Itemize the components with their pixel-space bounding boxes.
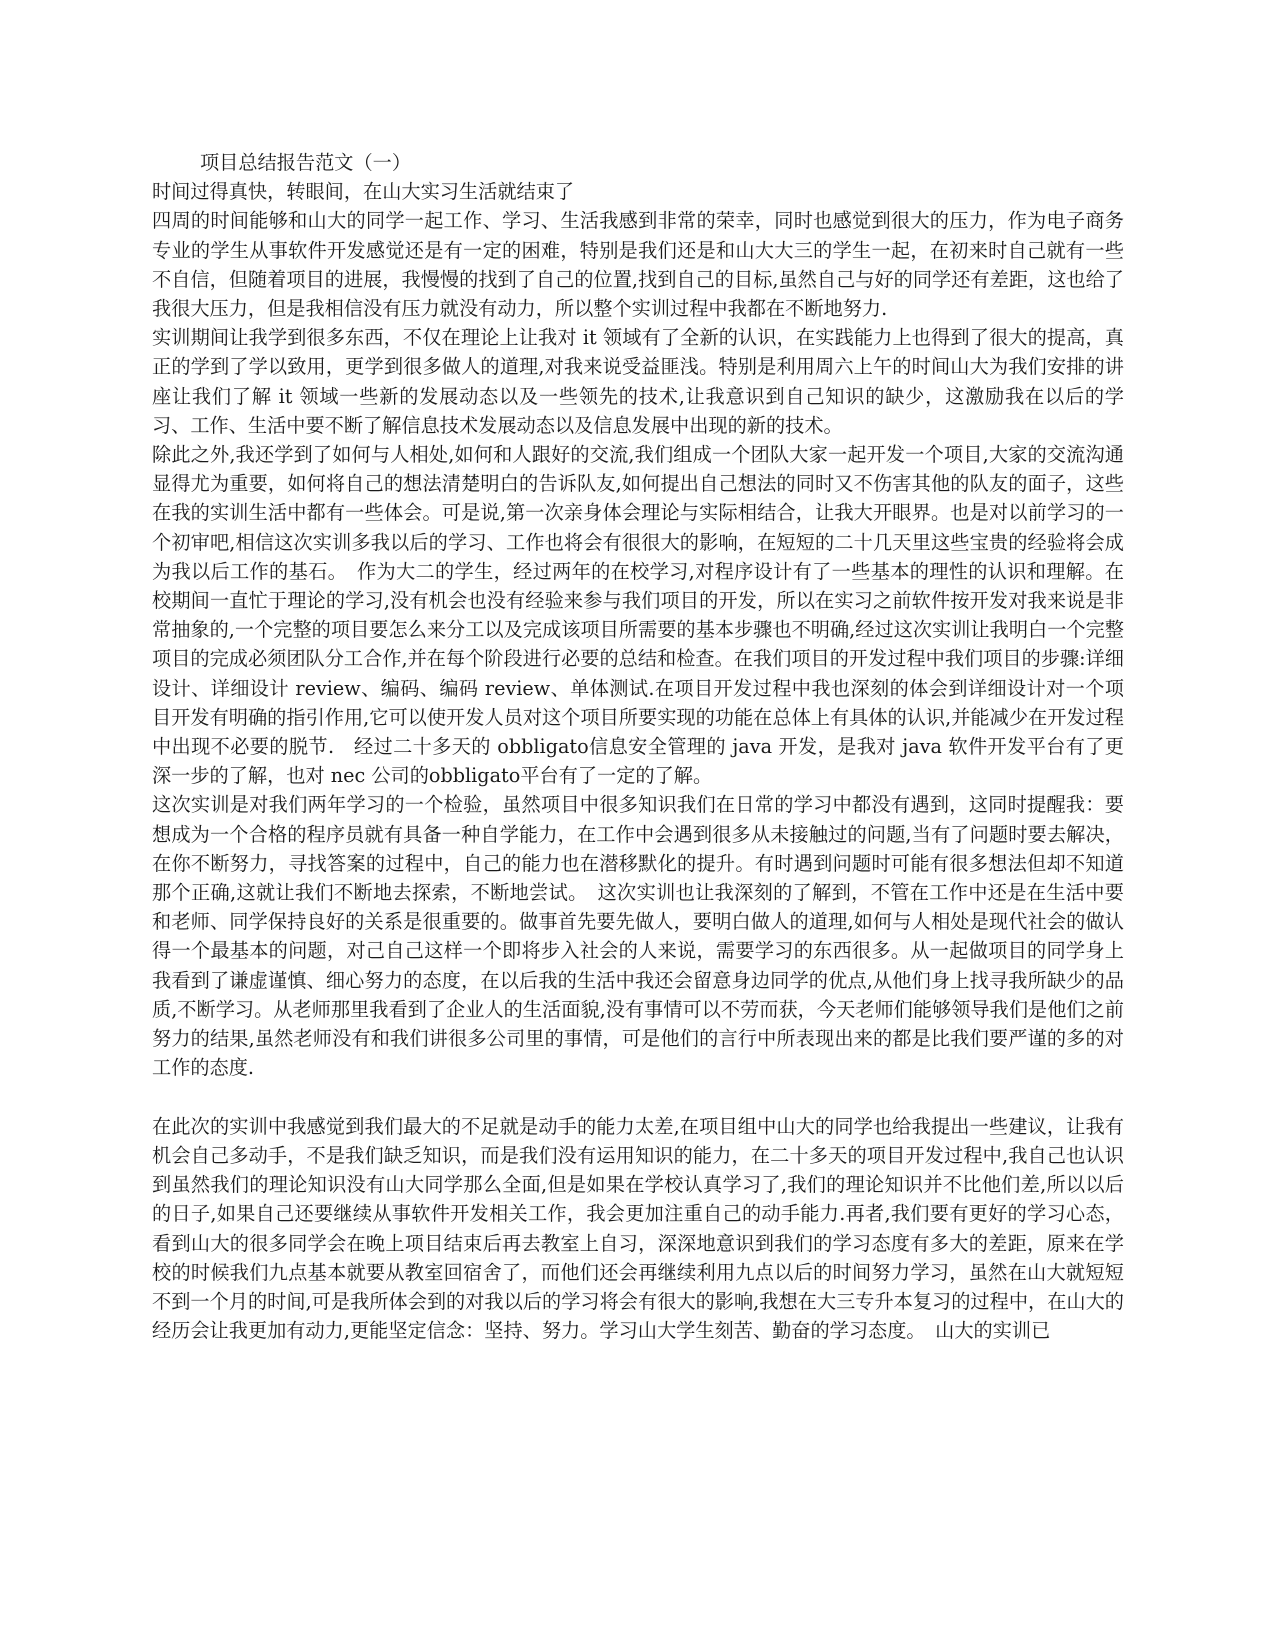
paragraph-four-weeks: 四周的时间能够和山大的同学一起工作、学习、生活我感到非常的荣幸，同时也感觉到很大的压力，作为电子商务专业的学生从事软件开发感觉还是有一定的困难，特别是我们还是和山大大三的学生一起，在初来时自己就有一些不自信，但随着项目的进展，我慢慢的找到了自己的位置,找到自己的目标,虽然自己与好的同学还有差距，这也给了我很大压力，但是我相信没有压力就没有动力，所以整个实训过程中我都在不断地努力.: [152, 209, 1124, 321]
paragraph-self-learning: 这次实训是对我们两年学习的一个检验，虽然项目中很多知识我们在日常的学习中都没有遇到，这同时提醒我：要想成为一个合格的程序员就有具备一种自学能力，在工作中会遇到很多从未接触过的问题,当有了问题时要去解决，在你不断努力，寻找答案的过程中，自己的能力也在潜移默化的提升。有时遇到问题时可能有很多想法但却不知道那个正确,这就让我们不断地去探索，不断地尝试。 这次实训也让我深刻的了解到，不管在工作中还是在生活中要和老师、同学保持良好的关系是很重要的。做事首先要先做人，要明白做人的道理,如何与人相处是现代社会的做认得一个最基本的问题，对己自己这样一个即将步入社会的人来说，需要学习的东西很多。从一起做项目的同学身上我看到了谦虚谨慎、细心努力的态度，在以后我的生活中我还会留意身边同学的优点,从他们身上找寻我所缺少的品质,不断学习。从老师那里我看到了企业人的生活面貌,没有事情可以不劳而获，今天老师们能够领导我们是他们之前努力的结果,虽然老师没有和我们讲很多公司里的事情，可是他们的言行中所表现出来的都是比我们要严谨的多的对工作的态度.: [152, 793, 1124, 1080]
paragraph-training-gains: 实训期间让我学到很多东西，不仅在理论上让我对 it 领域有了全新的认识，在实践能力上也得到了很大的提高，真正的学到了学以致用，更学到很多做人的道理,对我来说受益匪浅。特别是利用周六上午的时间山大为我们安排的讲座让我们了解 it 领域一些新的发展动态以及一些领先的技术,让我意识到自己知识的缺少，这激励我在以后的学习、工作、生活中要不断了解信息技术发展动态以及信息发展中出现的新的技术。: [152, 326, 1124, 437]
paragraph-intro: 时间过得真快，转眼间，在山大实习生活就结束了: [152, 180, 575, 204]
paragraph-gap: [152, 1083, 1124, 1112]
document-title: 项目总结报告范文（一）: [200, 151, 412, 174]
document-page: [152, 148, 1124, 1345]
paragraph-shortcomings: 在此次的实训中我感觉到我们最大的不足就是动手的能力太差,在项目组中山大的同学也给我提出一些建议，让我有机会自己多动手，不是我们缺乏知识，而是我们没有运用知识的能力，在二十多天的项目开发过程中,我自己也认识到虽然我们的理论知识没有山大同学那么全面,但是如果在学校认真学习了,我们的理论知识并不比他们差,所以以后的日子,如果自己还要继续从事软件开发相关工作，我会更加注重自己的动手能力.再者,我们要有更好的学习心态，看到山大的很多同学会在晚上项目结束后再去教室上自习，深深地意识到我们的学习态度有多大的差距，原来在学校的时候我们九点基本就要从教室回宿舍了，而他们还会再继续利用九点以后的时间努力学习，虽然在山大就短短不到一个月的时间,可是我所体会到的对我以后的学习将会有很大的影响,我想在大三专升本复习的过程中，在山大的经历会让我更加有动力,更能坚定信念：坚持、努力。学习山大学生刻苦、勤奋的学习态度。 山大的实训已: [152, 1114, 1124, 1343]
paragraph-teamwork: 除此之外,我还学到了如何与人相处,如何和人跟好的交流,我们组成一个团队大家一起开发一个项目,大家的交流沟通显得尤为重要，如何将自己的想法清楚明白的告诉队友,如何提出自己想法的同时又不伤害其他的队友的面子，这些在我的实训生活中都有一些体会。可是说,第一次亲身体会理论与实际相结合，让我大开眼界。也是对以前学习的一个初审吧,相信这次实训多我以后的学习、工作也将会有很很大的影响，在短短的二十几天里这些宝贵的经验将会成为我以后工作的基石。 作为大二的学生，经过两年的在校学习,对程序设计有了一些基本的理性的认识和理解。在校期间一直忙于理论的学习,没有机会也没有经验来参与我们项目的开发，所以在实习之前软件按开发对我来说是非常抽象的,一个完整的项目要怎么来分工以及完成该项目所需要的基本步骤也不明确,经过这次实训让我明白一个完整项目的完成必须团队分工合作,并在每个阶段进行必要的总结和检查。在我们项目的开发过程中我们项目的步骤:详细设计、详细设计 review、编码、编码 review、单体测试.在项目开发过程中我也深刻的体会到详细设计对一个项目开发有明确的指引作用,它可以使开发人员对这个项目所要实现的功能在总体上有具体的认识,并能减少在开发过程中出现不必要的脱节. 经过二十多天的 obbligato信息安全管理的 java 开发，是我对 java 软件开发平台有了更深一步的了解，也对 nec 公司的obbligato平台有了一定的了解。: [152, 443, 1124, 788]
